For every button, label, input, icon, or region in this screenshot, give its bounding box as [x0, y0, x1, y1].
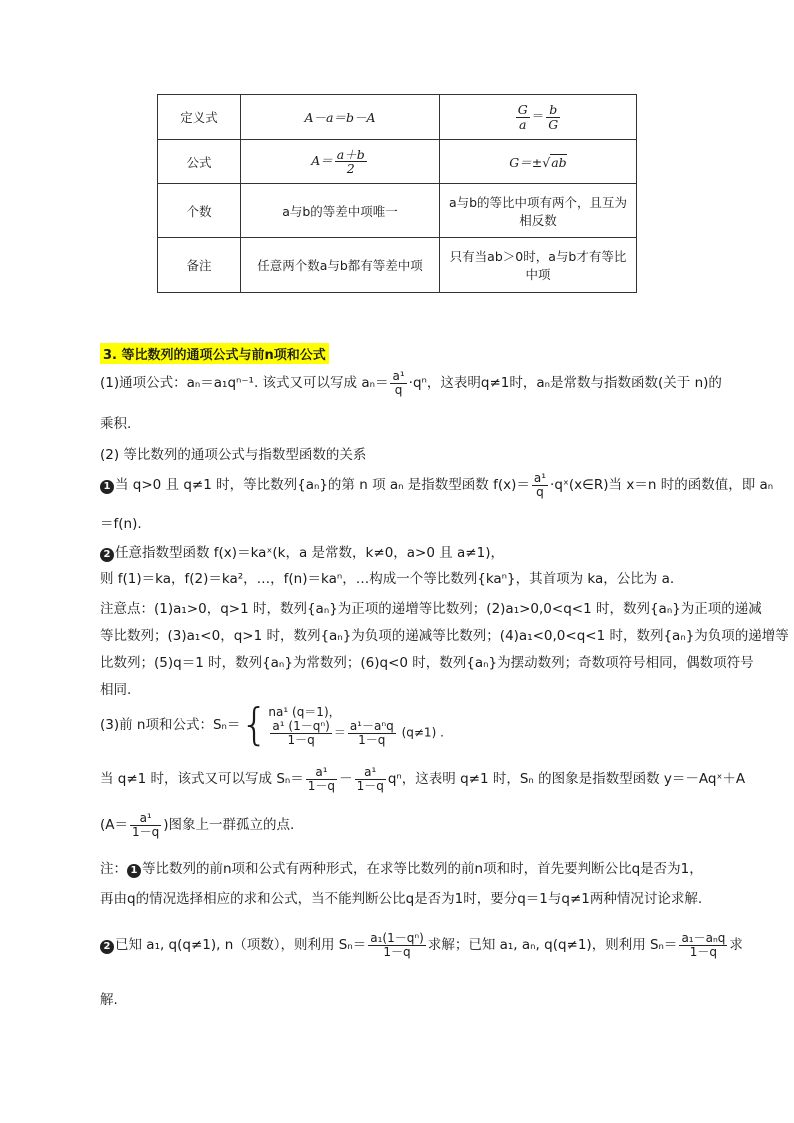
frac-den: 1－q: [383, 944, 411, 959]
frac-den: 1－q: [287, 733, 315, 747]
geom-count: a与b的等比中项有两个，且互为相反数: [440, 184, 637, 238]
minus: －: [339, 771, 353, 788]
paragraph-line: 则 f(1)＝ka，f(2)＝ka²，…，f(n)＝kaⁿ，…构成一个等比数列{kaⁿ}，其首项为 ka，公比为 a.: [100, 571, 675, 587]
row-label: 定义式: [158, 95, 241, 140]
frac-num: a¹: [130, 812, 161, 826]
frac-den: q: [394, 382, 403, 397]
text: 注：: [100, 861, 127, 877]
frac-den: 1－q: [689, 944, 718, 959]
frac-den: 1－q: [358, 733, 386, 747]
row-label: 备注: [158, 238, 241, 293]
circled-number: 2: [100, 940, 114, 954]
frac-num: b: [546, 103, 560, 117]
equals: ＝: [531, 108, 545, 124]
frac-num: a＋b: [336, 146, 365, 162]
text: 求解；已知 a₁, aₙ, q(q≠1)，则利用 Sₙ＝: [427, 937, 678, 954]
arith-definition: A－a＝b－A: [241, 95, 440, 140]
paragraph-line: 乘积.: [100, 416, 132, 432]
table-row: [158, 184, 637, 238]
text: (3)前 n项和公式：Sₙ＝: [100, 717, 241, 733]
paragraph-general-term: [100, 370, 722, 396]
text: (A＝: [100, 817, 129, 834]
frac-den: a: [519, 116, 527, 132]
brace-symbol: {: [240, 699, 269, 750]
text: 等比数列的前n项和公式有两种形式，在求等比数列的前n项和时，首先要判断公比q是否为1，: [142, 861, 703, 877]
row-label: 公式: [158, 140, 241, 184]
case-condition: (q≠1) .: [401, 726, 444, 740]
text: ·qˣ(x∈R)当 x＝n 时的函数值，即 aₙ: [550, 477, 774, 494]
text: (1)通项公式：aₙ＝a₁qⁿ⁻¹. 该式又可以写成 aₙ＝: [100, 375, 389, 392]
table-row: [158, 95, 637, 140]
sqrt-symbol: √: [542, 154, 551, 170]
arith-note: 任意两个数a与b都有等差中项: [241, 238, 440, 293]
table-row: [158, 238, 637, 293]
paragraph-line: 再由q的情况选择相应的求和公式，当不能判断公比q是否为1时，要分q＝1与q≠1两种情况讨论求解.: [100, 891, 703, 907]
circled-number: 1: [127, 864, 141, 878]
frac-den: 1－q: [307, 778, 336, 793]
note-line: 相同.: [100, 682, 132, 698]
table-row: [158, 140, 637, 184]
note-usage: [100, 932, 743, 958]
text: ·qⁿ，这表明q≠1时，aₙ是常数与指数函数(关于 n)的: [408, 375, 722, 392]
frac-num: a¹ (1－qⁿ): [272, 719, 330, 734]
row-label: 个数: [158, 184, 241, 238]
arith-count: a与b的等差中项唯一: [241, 184, 440, 238]
formula-prefix: G＝±: [509, 154, 543, 170]
text: 当 q>0 且 q≠1 时，等比数列{aₙ}的第 n 项 aₙ 是指数型函数 f(x)＝: [115, 477, 530, 494]
sum-formula: [100, 699, 444, 750]
paragraph-exp-function: [100, 541, 504, 562]
sum-exp-form-cont: [100, 812, 294, 838]
text: 任意指数型函数 f(x)＝kaˣ(k，a 是常数，k≠0，a>0 且 a≠1)，: [115, 545, 504, 561]
note-line: 注意点：(1)a₁>0，q>1 时，数列{aₙ}为正项的递增等比数列；(2)a₁>0,0<q<1 时，数列{aₙ}为正项的递减: [100, 601, 762, 617]
note-two-forms: [100, 857, 703, 878]
frac-num: a¹: [355, 766, 386, 780]
frac-den: q: [536, 484, 544, 499]
frac-den: G: [548, 116, 559, 132]
frac-num: a¹: [533, 471, 547, 485]
frac-num: G: [517, 102, 528, 118]
frac-num: a¹－aⁿq: [349, 719, 394, 734]
circled-number: 1: [100, 480, 114, 494]
sqrt-content: ab: [551, 154, 567, 170]
paragraph-exp-relation: [100, 472, 773, 498]
text: 求: [729, 937, 743, 954]
frac-den: 1－q: [132, 824, 160, 839]
text: qⁿ，这表明 q≠1 时，Sₙ 的图象是指数型函数 y＝－Aqˣ＋A: [387, 771, 746, 788]
comparison-table: [157, 94, 637, 293]
case-line: na¹ (q＝1)，: [268, 705, 341, 720]
frac-num: a¹: [392, 369, 405, 383]
sum-exp-form: [100, 766, 745, 792]
geom-formula: [440, 140, 637, 184]
frac-den: 2: [346, 161, 355, 176]
circled-number: 2: [100, 548, 114, 562]
geom-note: 只有当ab＞0时，a与b才有等比中项: [440, 238, 637, 293]
paragraph-line: ＝f(n).: [100, 516, 142, 532]
paragraph-subtitle: (2) 等比数列的通项公式与指数型函数的关系: [100, 447, 367, 463]
note-line: 等比数列；(3)a₁<0，q>1 时，数列{aₙ}为负项的递减等比数列；(4)a₁<0,0<q<1 时，数列{aₙ}为负项的递增等: [100, 628, 789, 644]
section-heading: 3. 等比数列的通项公式与前n项和公式: [100, 343, 329, 364]
text: 当 q≠1 时，该式又可以写成 Sₙ＝: [100, 771, 304, 788]
arith-formula: [241, 140, 440, 184]
frac-den: 1－q: [356, 778, 384, 793]
note-line: 比数列；(5)q＝1 时，数列{aₙ}为常数列；(6)q<0 时，数列{aₙ}为摆动数列；奇数项符号相同，偶数项符号: [100, 655, 754, 671]
paragraph-line: 解.: [100, 992, 118, 1008]
frac-num: a¹: [306, 766, 337, 780]
formula-left: A＝: [311, 153, 333, 168]
frac-num: a₁－aₙq: [681, 931, 726, 945]
geom-definition: [440, 95, 637, 140]
equals: ＝: [333, 726, 346, 740]
text: 已知 a₁, q(q≠1), n（项数），则利用 Sₙ＝: [115, 937, 367, 954]
frac-num: a₁(1－qⁿ): [370, 931, 424, 945]
text: )图象上一群孤立的点.: [163, 817, 295, 834]
